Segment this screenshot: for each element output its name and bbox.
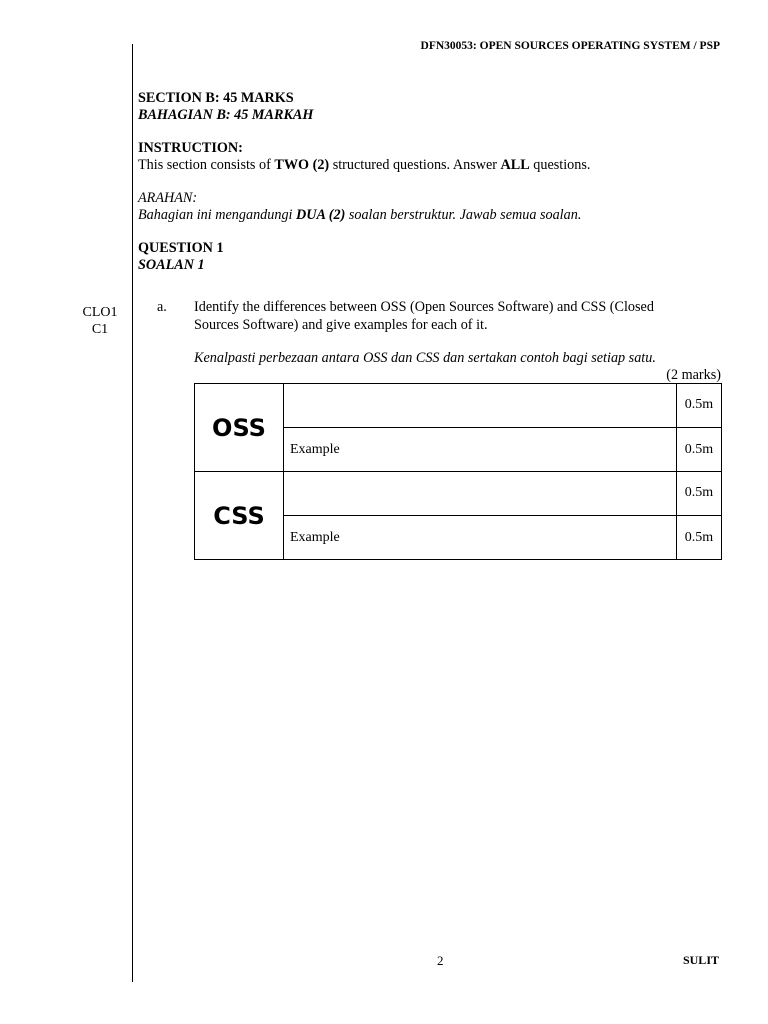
question-text-malay: Kenalpasti perbezaan antara OSS dan CSS dan sertakan contoh bagi setiap satu. (194, 350, 656, 366)
section-title: SECTION B: 45 MARKS (138, 90, 294, 106)
css-definition-cell[interactable] (284, 472, 677, 516)
mark-value: 0.5m (677, 428, 722, 472)
oss-example-cell[interactable]: Example (284, 428, 677, 472)
part-label: a. (157, 299, 167, 315)
left-margin-rule (132, 44, 133, 982)
instruction-text-part: Bahagian ini mengandungi (138, 207, 297, 223)
table-row (195, 472, 722, 516)
course-header: DFN30053: OPEN SOURCES OPERATING SYSTEM / PSP (420, 40, 720, 52)
clo-label: CLO1 (82, 305, 118, 320)
question-title-malay: SOALAN 1 (138, 257, 205, 273)
oss-label: OSS (195, 384, 284, 472)
question-text-line: Sources Software) and give examples for each of it. (194, 317, 488, 333)
instruction-text-malay (138, 206, 581, 224)
css-label: CSS (195, 472, 284, 560)
mark-value: 0.5m (677, 516, 722, 560)
mark-value: 0.5m (677, 472, 722, 516)
instruction-count-malay: DUA (2) (296, 207, 346, 223)
question-text-line: Identify the differences between OSS (Open Sources Software) and CSS (Closed (194, 299, 654, 315)
instruction-count: TWO (2) (274, 157, 330, 173)
instruction-text-part: This section consists of (138, 157, 275, 173)
instruction-text-part: soalan berstruktur. Jawab semua soalan. (345, 207, 582, 223)
cognitive-level: C1 (91, 322, 109, 337)
answer-table (194, 383, 722, 560)
instruction-label: INSTRUCTION: (138, 140, 243, 156)
instruction-label-malay: ARAHAN: (138, 190, 198, 206)
oss-definition-cell[interactable] (284, 384, 677, 428)
instruction-text-part: questions. (529, 157, 591, 173)
question-title: QUESTION 1 (138, 240, 224, 256)
marks-allocation: (2 marks) (666, 367, 721, 383)
table-row (195, 384, 722, 428)
css-example-cell[interactable]: Example (284, 516, 677, 560)
instruction-text (138, 156, 590, 174)
instruction-all: ALL (500, 157, 530, 173)
page-number: 2 (437, 953, 444, 968)
classification-label: SULIT (682, 953, 719, 967)
mark-value: 0.5m (677, 384, 722, 428)
instruction-text-part: structured questions. Answer (329, 157, 501, 173)
section-title-malay: BAHAGIAN B: 45 MARKAH (138, 107, 314, 123)
